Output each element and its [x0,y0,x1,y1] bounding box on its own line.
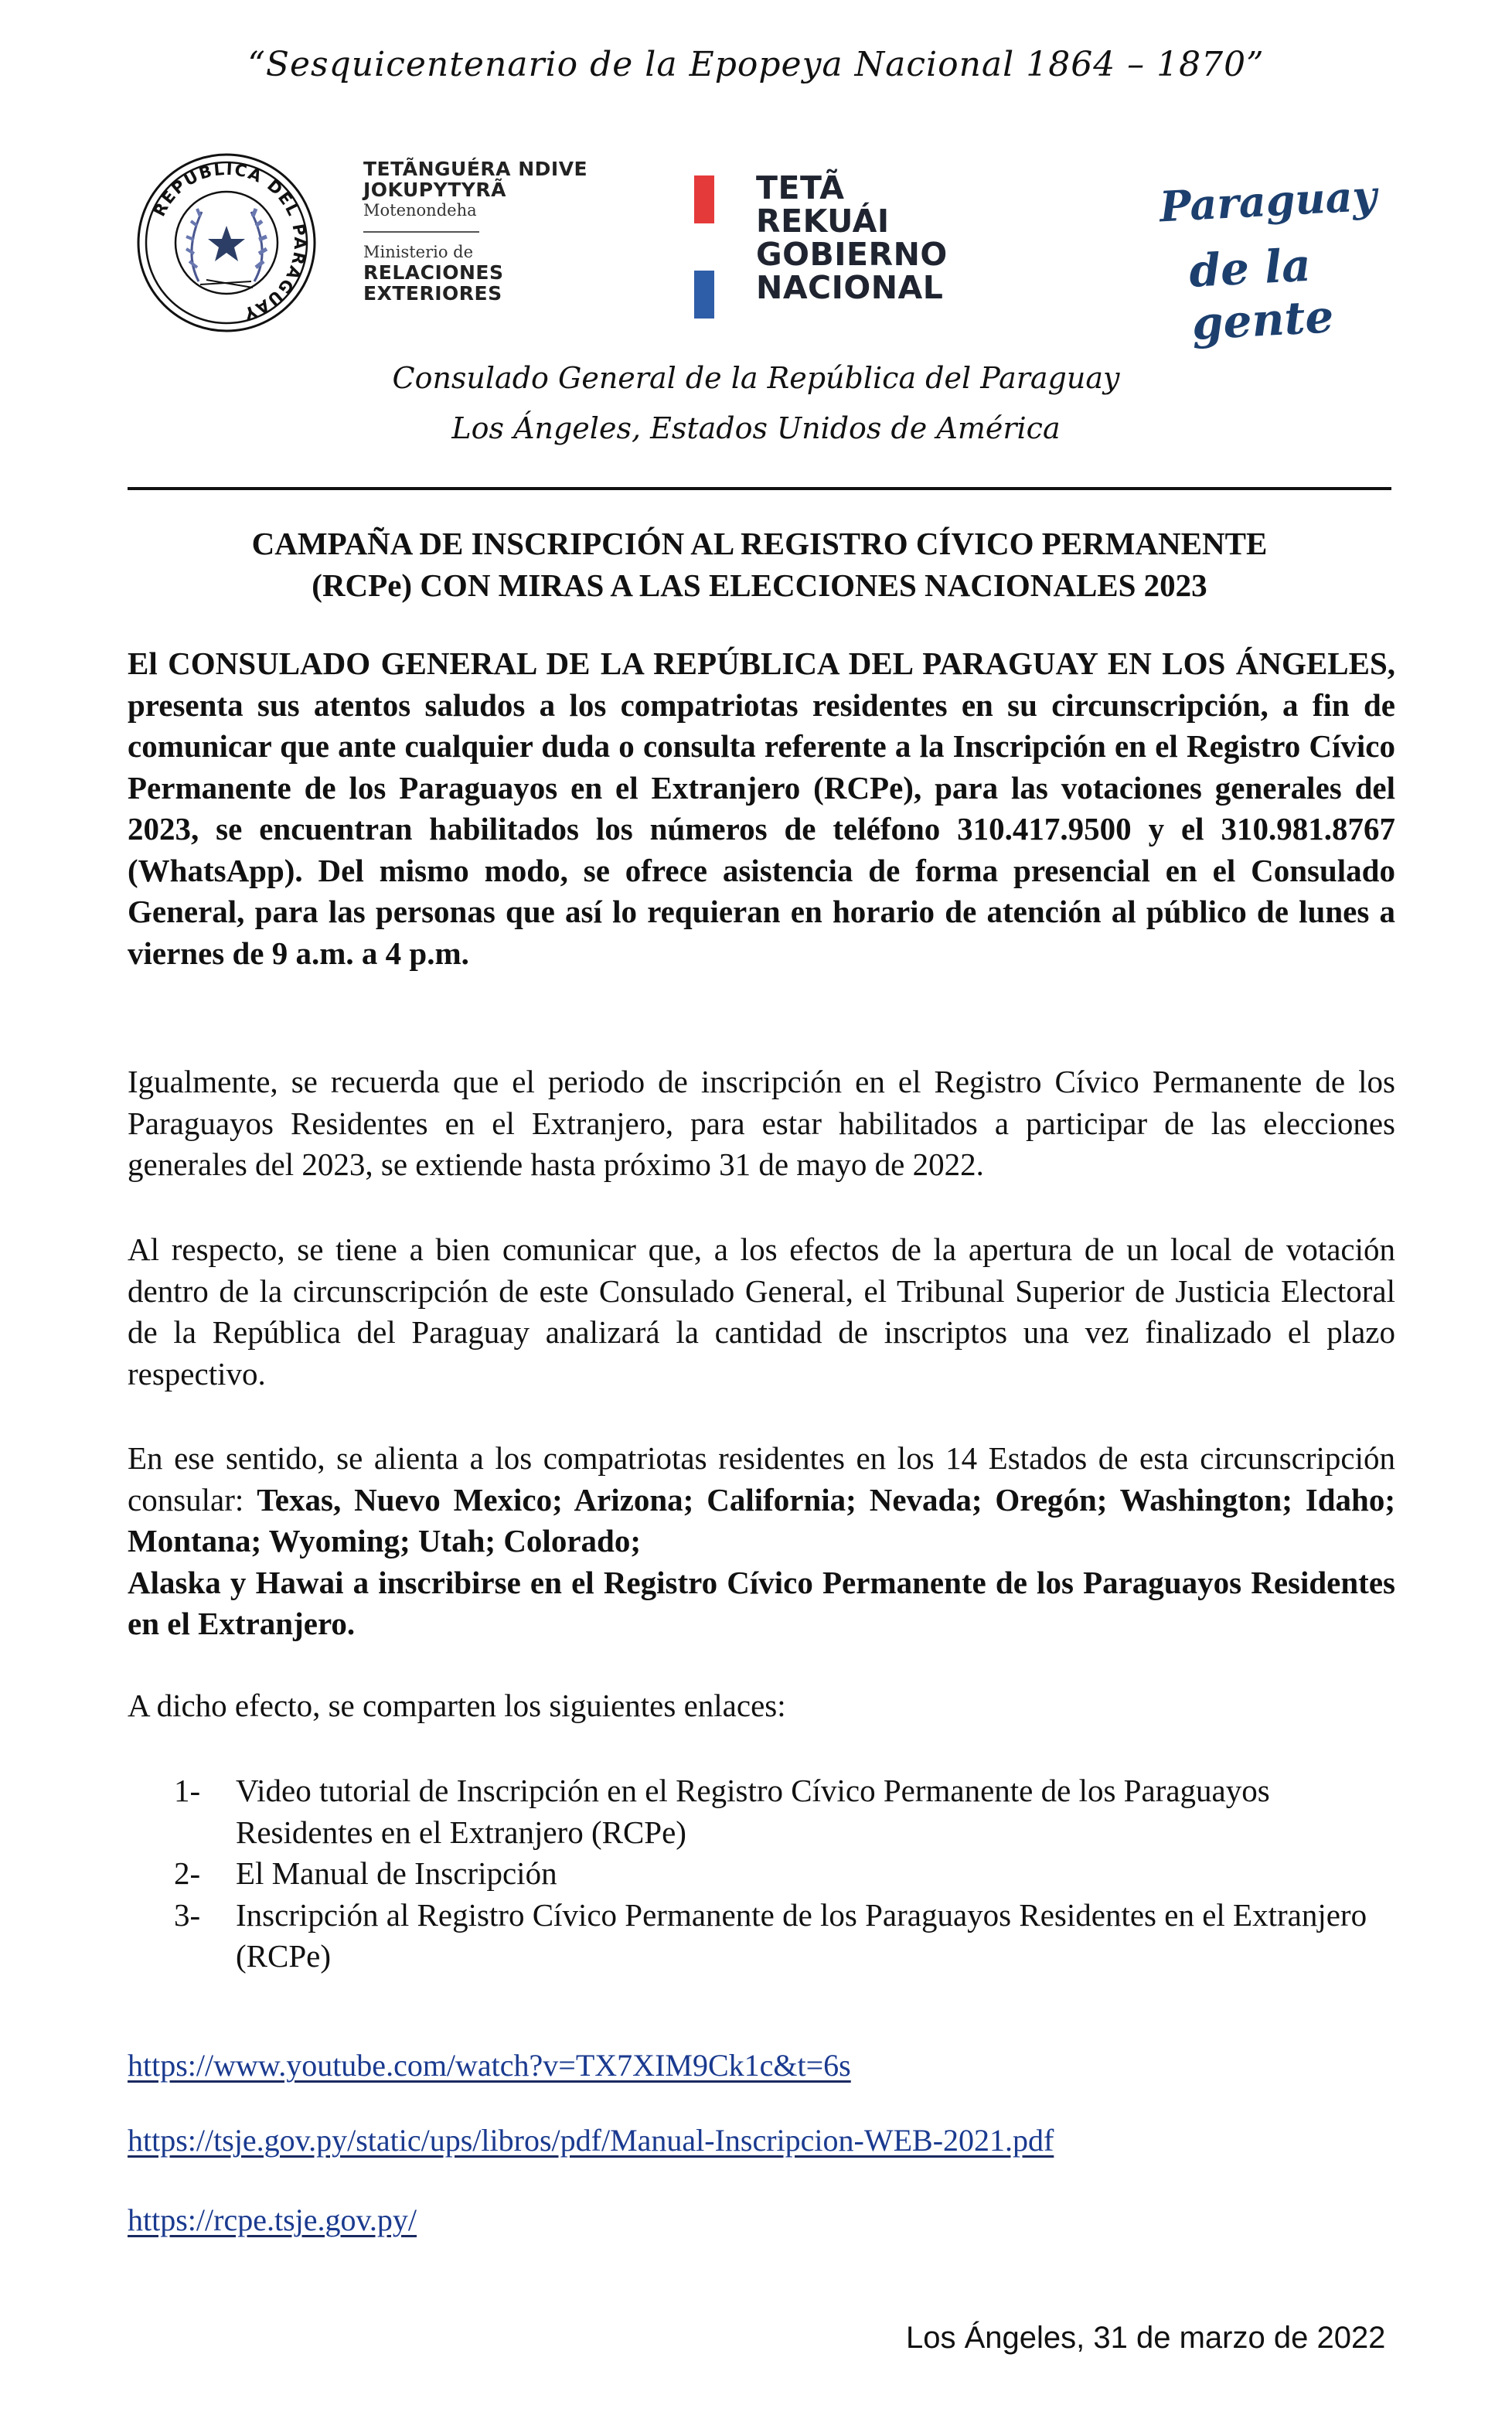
list-item-number: 1- [174,1773,201,1808]
states-intro: En ese sentido, se alienta a los compatriotas residentes en los 14 Estados de esta circunscripción consular: [128,1440,1395,1518]
list-item [174,1895,1403,1978]
slogan-line1: Paraguay [1158,170,1378,232]
document-date: Los Ángeles, 31 de marzo de 2022 [906,2321,1386,2355]
list-item-text: Video tutorial de Inscripción en el Registro Cívico Permanente de los Paraguayos Residentes en el Extranjero (RCPe) [236,1773,1270,1850]
ministry-spanish-line3: EXTERIORES [363,282,502,305]
government-line1: TETÃ [756,169,845,206]
ministry-guarani-line3: Motenondeha [363,201,477,220]
paragraph-states [128,1438,1395,1645]
document-title [128,523,1391,606]
resources-list [174,1770,1403,1978]
motto-header: “Sesquicentenario de la Epopeya Nacional 1864 – 1870” [247,45,1265,84]
slogan-logo [1158,170,1453,350]
ministry-spanish-line2: RELACIONES [363,261,504,284]
states-list: Texas, Nuevo Mexico; Arizona; California; Nevada; Oregón; Washington; Idaho; Montana; Wyoming; Utah; Colorado; [128,1481,1395,1559]
paragraph-links-intro: A dicho efecto, se comparten los siguientes enlaces: [128,1688,786,1723]
slogan-line2: de la gente [1187,238,1335,350]
government-line2: REKUÁI [756,203,890,240]
government-line3: GOBIERNO [756,236,948,273]
consulate-location: Los Ángeles, Estados Unidos de América [451,411,1061,445]
ministry-guarani-line2: JOKUPYTYRÃ [363,179,506,201]
government-line4: NACIONAL [756,269,944,306]
ministry-spanish-line1: Ministerio de [363,243,474,261]
list-item-number: 3- [174,1896,201,1933]
manual-pdf-link[interactable]: https://tsje.gov.py/static/ups/libros/pdf/Manual-Inscripcion-WEB-2021.pdf [128,2123,1054,2158]
rcpe-registration-link[interactable]: https://rcpe.tsje.gov.py/ [128,2202,417,2237]
paragraph-contact-info: El CONSULADO GENERAL DE LA REPÚBLICA DEL PARAGUAY EN LOS ÁNGELES, presenta sus atentos saludos a los compatriotas residentes en su circunscripción, a fin de comunicar que ante cualquier duda o consulta referente a la Inscripción en el Registro Cívico Permanente de los Paraguayos en el Extranjero (RCPe), para las votaciones generales del 2023, se encuentran habilitados los números de teléfono 310.417.9500 y el 310.981.8767 (WhatsApp). Del mismo modo, se ofrece asistencia de forma presencial en el Consulado General, para las personas que así lo requieran en horario de atención al público de lunes a viernes de 9 a.m. a 4 p.m. [128,646,1395,971]
title-line1: CAMPAÑA DE INSCRIPCIÓN AL REGISTRO CÍVICO PERMANENTE [251,526,1268,561]
ministry-guarani-line1: TETÃNGUÉRA NDIVE [363,158,588,180]
national-seal-icon [135,152,318,334]
svg-text:REPUBLICA DEL PARAGUAY: REPUBLICA DEL PARAGUAY [149,159,310,324]
youtube-tutorial-link[interactable]: https://www.youtube.com/watch?v=TX7XIM9Ck1c&t=6s [128,2048,851,2083]
list-item-number: 2- [174,1855,201,1891]
states-closing: Alaska y Hawai a inscribirse en el Registro Cívico Permanente de los Paraguayos Residentes en el Extranjero. [128,1564,1395,1641]
paragraph-registration-deadline: Igualmente, se recuerda que el periodo de inscripción en el Registro Cívico Permanente de los Paraguayos Residentes en el Extranjero, para estar habilitados a participar de las elecciones generales del 2023, se extiende hasta próximo 31 de mayo de 2022. [128,1064,1395,1182]
list-item-text: El Manual de Inscripción [236,1855,557,1891]
list-item [174,1770,1403,1853]
blue-square-icon [694,271,714,319]
consulate-name: Consulado General de la República del Paraguay [392,361,1120,395]
ministry-divider [363,231,479,233]
ministry-block [363,158,587,304]
list-item-text: Inscripción al Registro Cívico Permanente de los Paraguayos Residentes en el Extranjero (RCPe) [236,1896,1367,1974]
header-divider [128,487,1391,490]
paragraph-voting-location: Al respecto, se tiene a bien comunicar que, a los efectos de la apertura de un local de votación dentro de la circunscripción de este Consulado General, el Tribunal Superior de Justicia Electoral de la República del Paraguay analizará la cantidad de inscriptos una vez finalizado el plazo respectivo. [128,1232,1395,1392]
list-item [174,1853,1403,1895]
title-line2: (RCPe) CON MIRAS A LAS ELECCIONES NACIONALES 2023 [312,567,1207,603]
red-square-icon [694,175,714,223]
government-logo-text [756,169,948,306]
